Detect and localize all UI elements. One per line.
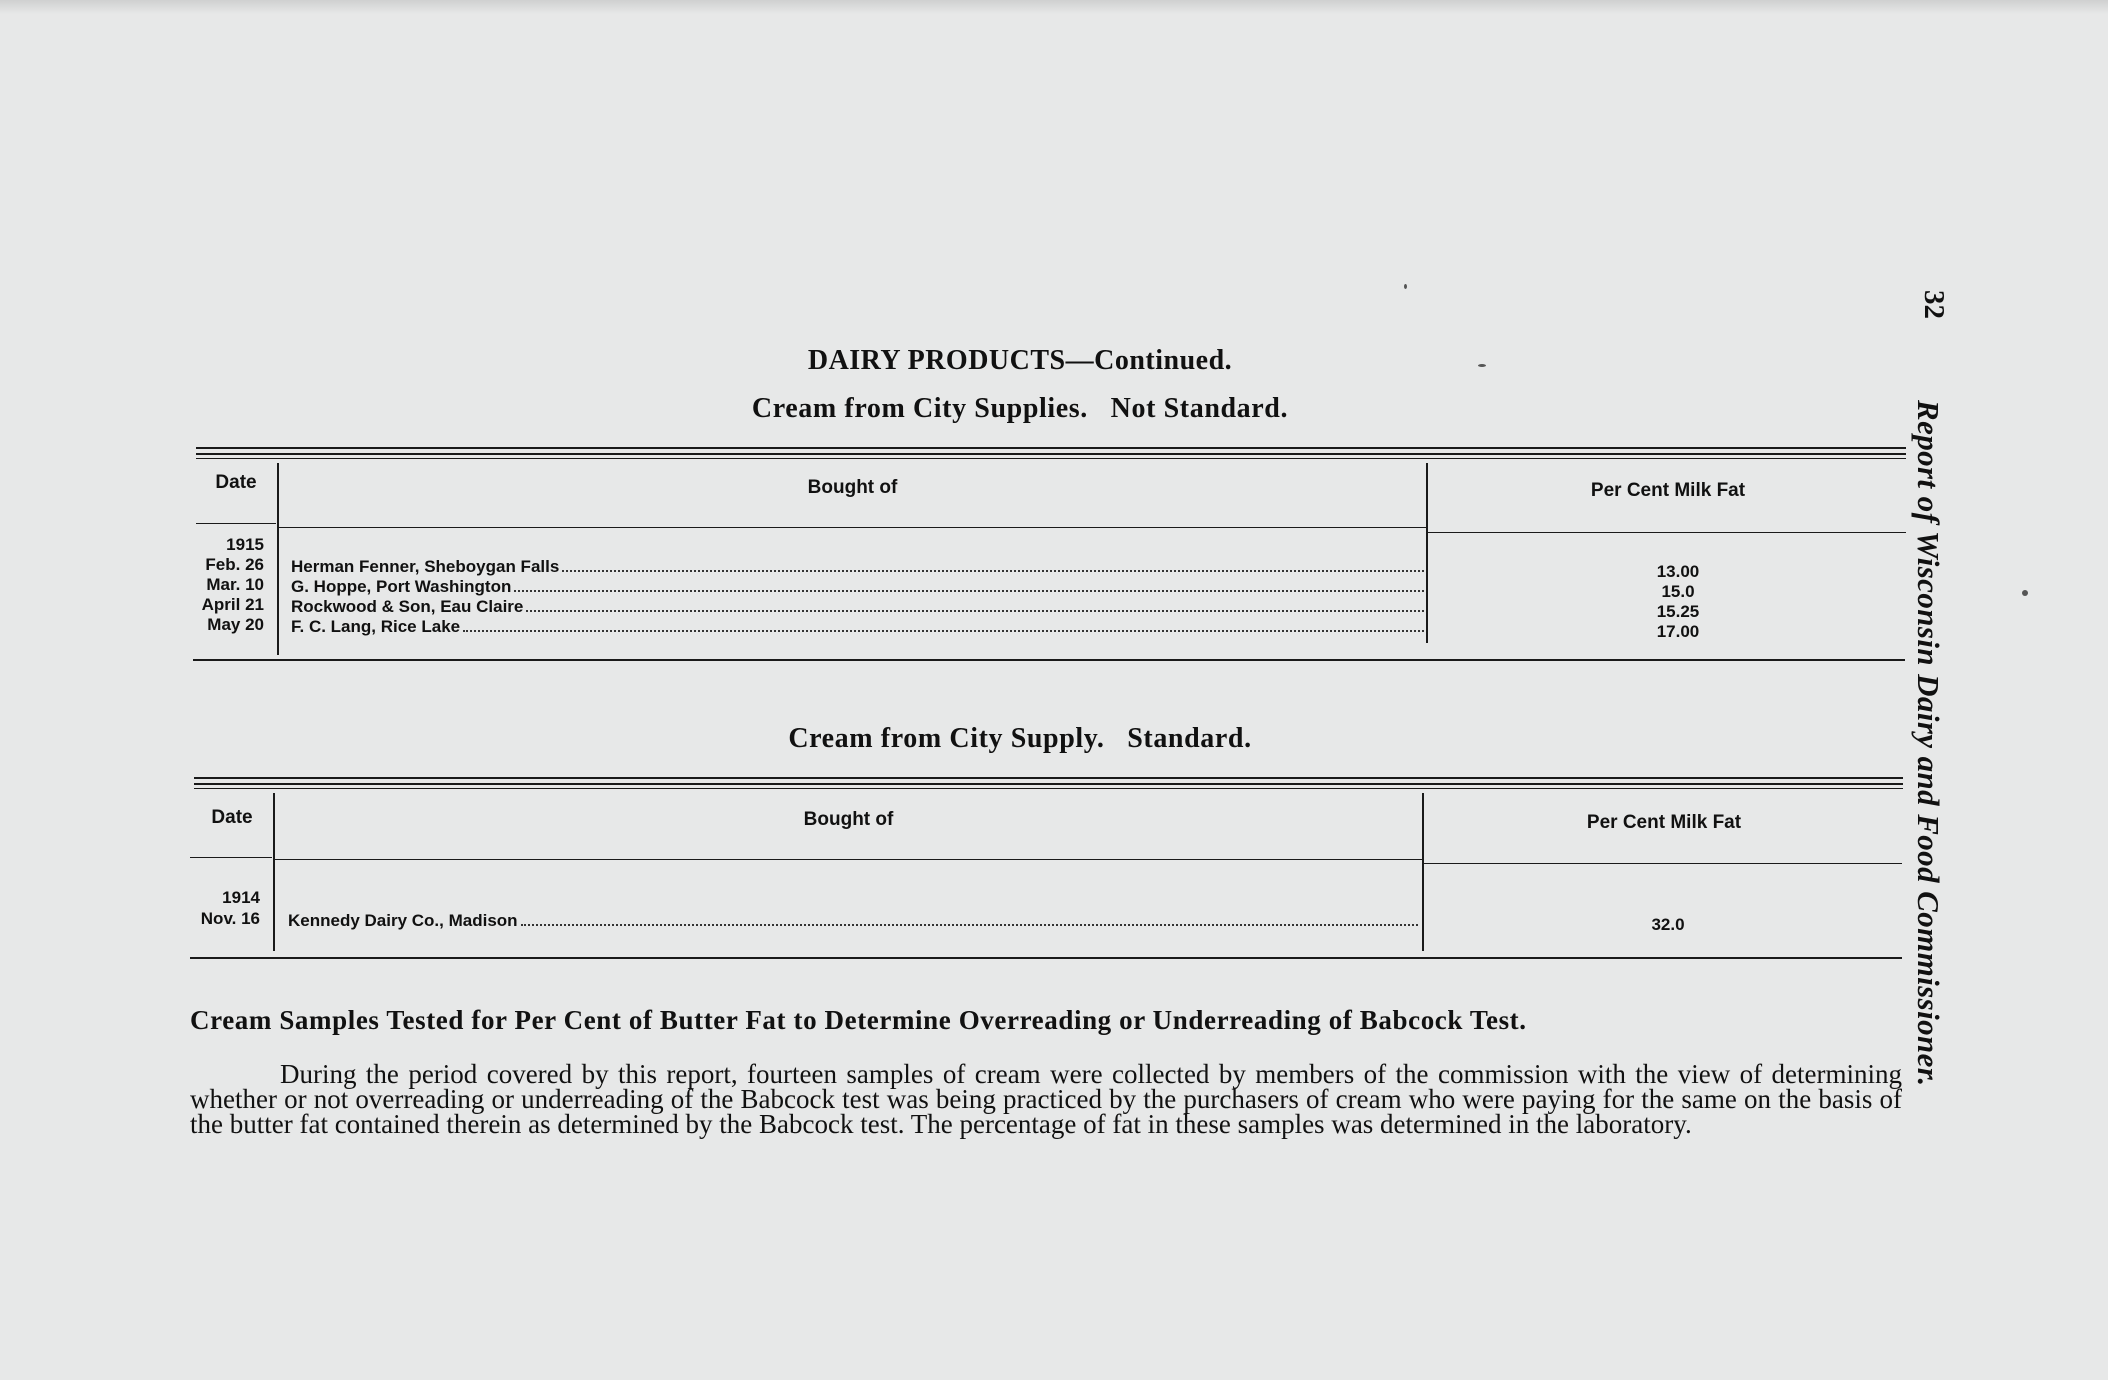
section-heading: Cream Samples Tested for Per Cent of Butter Fat to Determine Overreading or Underreading of Babcock Test. xyxy=(190,1005,1527,1035)
body-paragraph xyxy=(190,1059,1902,1139)
table1-row4-date: May 20 xyxy=(207,615,264,634)
table1-header-fat: Per Cent Milk Fat xyxy=(1590,480,1746,501)
table1-row1-fat: 13.00 xyxy=(1656,562,1700,581)
table2-divider-date xyxy=(273,793,275,951)
table1-divider-fat xyxy=(1426,463,1428,643)
table1-divider-date xyxy=(277,463,279,655)
table2-top-rule-1 xyxy=(194,777,1903,779)
table2-top-rule-2 xyxy=(194,783,1903,785)
dot-leader xyxy=(526,609,1424,612)
table2-header-bought-of: Bought of xyxy=(803,809,894,830)
table1-row3-date: April 21 xyxy=(201,595,264,614)
page-top-edge xyxy=(0,0,2108,14)
table1-row3-fat: 15.25 xyxy=(1656,602,1700,621)
table2-row1-fat: 32.0 xyxy=(1651,915,1685,934)
page-title: DAIRY PRODUCTS—Continued. xyxy=(807,345,1233,376)
table1-row3-bought-of xyxy=(291,597,1424,616)
table1-row2-bought-of-text: G. Hoppe, Port Washington xyxy=(291,577,512,596)
table2-row1-bought-of-text: Kennedy Dairy Co., Madison xyxy=(288,911,518,930)
scan-speck xyxy=(2022,590,2028,596)
scan-speck xyxy=(1478,364,1486,367)
table1-row2-date: Mar. 10 xyxy=(206,575,264,594)
table1-header-rule-date xyxy=(196,523,276,524)
table1-header-rule-fat xyxy=(1428,532,1906,533)
table2-row1-date: Nov. 16 xyxy=(200,909,260,928)
table2-bottom-rule xyxy=(190,957,1902,959)
table1-bottom-rule xyxy=(193,659,1905,661)
table2-divider-fat xyxy=(1422,793,1424,951)
dot-leader xyxy=(514,589,1424,592)
scan-speck xyxy=(1404,284,1407,289)
page-number: 32 xyxy=(1918,290,1950,319)
table2-header-rule-fat xyxy=(1424,863,1902,864)
table2-header-rule-bought xyxy=(275,859,1422,860)
table1-row4-bought-of xyxy=(291,617,1424,636)
body-paragraph-text: During the period covered by this report, fourteen samples of cream were collected by members of the commission with the view of determining whether or not overreading or underreading of the Babcock test was being practiced by the purchasers of cream who were paying for the same on the basis of the butter fat contained therein as determined by the Babcock test. The percentage of fat in these samples was determined in the laboratory. xyxy=(190,1059,1902,1139)
table1-row4-fat: 17.00 xyxy=(1656,622,1700,641)
table1-top-rule-2 xyxy=(196,453,1906,455)
table1-top-rule-3 xyxy=(196,458,1906,459)
table2-header-fat: Per Cent Milk Fat xyxy=(1586,812,1742,833)
table1-row2-fat: 15.0 xyxy=(1661,582,1695,601)
dot-leader xyxy=(521,923,1418,926)
dot-leader xyxy=(562,569,1424,572)
table1-top-rule-1 xyxy=(196,447,1906,449)
table1-header-date: Date xyxy=(215,472,257,493)
table1-row1-bought-of xyxy=(291,557,1424,576)
running-header: Report of Wisconsin Dairy and Food Commissioner. xyxy=(1911,400,1946,1087)
table1-row1-date: Feb. 26 xyxy=(205,555,264,574)
table1-row4-bought-of-text: F. C. Lang, Rice Lake xyxy=(291,617,461,636)
table2-header-rule-date xyxy=(190,857,272,858)
table2-header-date: Date xyxy=(211,807,253,828)
table1-header-rule-bought xyxy=(279,527,1426,528)
table2-row1-bought-of xyxy=(288,911,1418,930)
table2-top-rule-3 xyxy=(194,788,1903,789)
table1-year: 1915 xyxy=(226,535,264,554)
table1-row2-bought-of xyxy=(291,577,1424,596)
dot-leader xyxy=(463,629,1424,632)
table1-caption: Cream from City Supplies. Not Standard. xyxy=(751,393,1289,424)
table1-row1-bought-of-text: Herman Fenner, Sheboygan Falls xyxy=(291,557,560,576)
table1-header-bought-of: Bought of xyxy=(807,477,898,498)
table1-row3-bought-of-text: Rockwood & Son, Eau Claire xyxy=(291,597,524,616)
table2-year: 1914 xyxy=(222,888,260,907)
table2-caption: Cream from City Supply. Standard. xyxy=(788,723,1252,754)
